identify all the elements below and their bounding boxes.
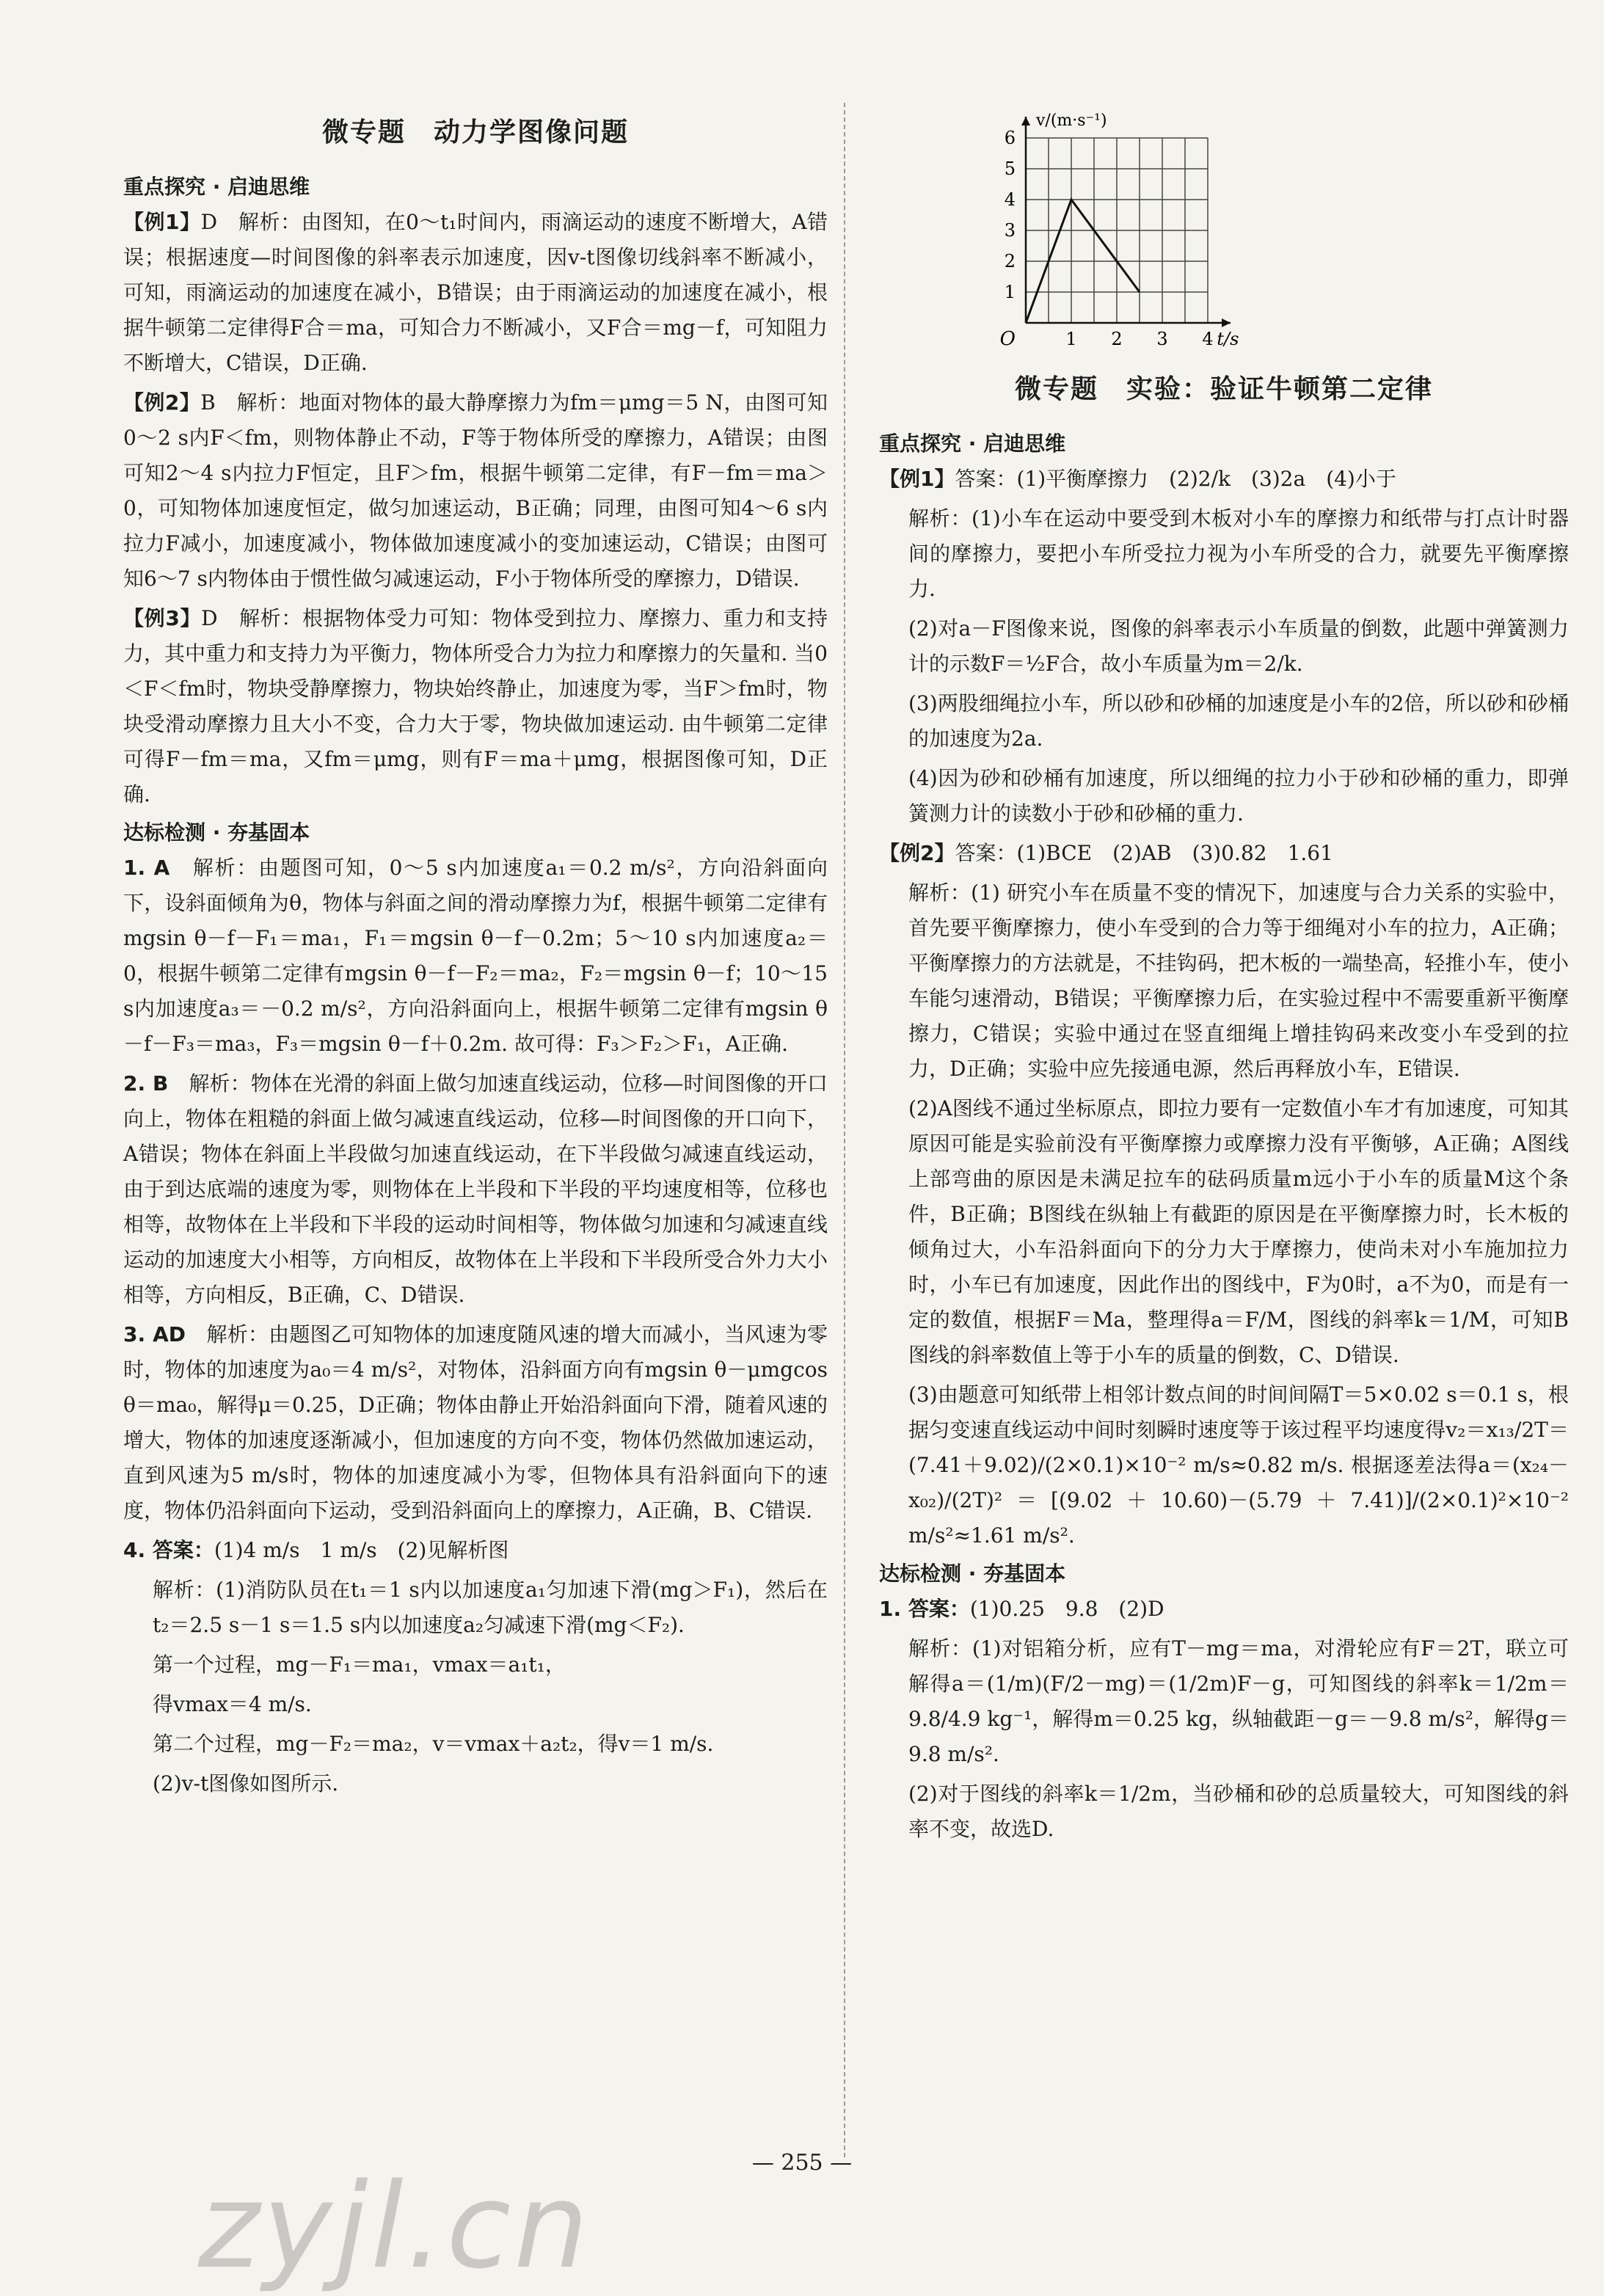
left-question-4-label: 4. 答案： [123, 1538, 214, 1562]
left-question-1-text: 解析：由题图可知，0～5 s内加速度a₁＝0.2 m/s²，方向沿斜面向下，设斜面倾角为θ，物体与斜面之间的滑动摩擦力为f，根据牛顿第二定律有mgsin θ－f－F₁＝ma₁，F₁＝mgsin θ－f－0.2m；5～10 s内加速度a₂＝0，根据牛顿第二定律有mgsin θ－f－F₂＝ma₂，F₂＝mgsin θ－f；10～15 s内加速度a₃＝－0.2 m/s²，方向沿斜面向上，根据牛顿第二定律有mgsin θ－f－F₃＝ma₃，F₃＝mgsin θ－f＋0.2m. 故可得：F₃＞F₂＞F₁，A正确. [123, 856, 828, 1056]
column-divider [844, 103, 845, 2157]
x-tick-label: 3 [1156, 329, 1168, 349]
y-tick-label: 4 [1004, 189, 1016, 210]
right-example-2-label: 【例2】 [879, 841, 955, 865]
right-question-1-line: (2)对于图线的斜率k＝1/2m，当砂桶和砂的总质量较大，可知图线的斜率不变，故选D. [908, 1782, 1569, 1841]
left-question-3-label: 3. AD [123, 1322, 186, 1346]
x-tick-label: 2 [1111, 329, 1123, 349]
left-question-4-line: 第二个过程，mg－F₂＝ma₂，v＝vmax＋a₂t₂，得v＝1 m/s. [153, 1732, 714, 1756]
right-example-1-label: 【例1】 [879, 467, 955, 491]
left-question-3 [123, 1317, 828, 1528]
left-question-3-text: 解析：由题图乙可知物体的加速度随风速的增大而减小，当风速为零时，物体的加速度为a₀＝4 m/s²，对物体，沿斜面方向有mgsin θ－μmgcos θ＝ma₀，解得μ＝0.25，D正确；物体由静止开始沿斜面向下滑，随着风速的增大，物体的加速度逐渐减小，但加速度的方向不变，物体仍然做加速运动，直到风速为5 m/s时，物体的加速度减小为零，但物体具有沿斜面向下的速度，物体仍沿斜面向下运动，受到沿斜面向上的摩擦力，A正确，B、C错误. [123, 1322, 828, 1523]
x-axis-label: t/s [1217, 329, 1239, 349]
left-example-1 [123, 205, 828, 381]
right-example-1 [879, 462, 1569, 497]
left-question-4-line: 解析：(1)消防队员在t₁＝1 s内以加速度a₁匀加速下滑(mg＞F₁)，然后在t₂＝2.5 s－1 s＝1.5 s内以加速度a₂匀减速下滑(mg＜F₂). [153, 1578, 828, 1637]
x-tick-label: 4 [1202, 329, 1214, 349]
right-example-1-line: (4)因为砂和砂桶有加速度，所以细绳的拉力小于砂和砂桶的重力，即弹簧测力计的读数小于砂和砂桶的重力. [908, 766, 1569, 826]
left-example-1-text: D 解析：由图知，在0～t₁时间内，雨滴运动的速度不断增大，A错误；根据速度—时间图像的斜率表示加速度，因v-t图像切线斜率不断减小，可知，雨滴运动的加速度在减小，B错误；由于雨滴运动的加速度在减小，根据牛顿第二定律得F合＝ma，可知合力不断减小，又F合＝mg－f，可知阻力不断增大，C错误，D正确. [123, 210, 828, 375]
left-example-1-label: 【例1】 [123, 210, 201, 234]
page-number: — 255 — [751, 2150, 853, 2176]
right-question-1-line: 解析：(1)对铝箱分析，应有T－mg＝ma，对滑轮应有F＝2T，联立可解得a＝(1/m)(F/2－mg)＝(1/2m)F－g，可知图线的斜率k＝1/2m＝9.8/4.9 kg⁻¹，解得m＝0.25 kg，纵轴截距－g＝－9.8 m/s²，解得g＝9.8 m/s². [908, 1636, 1569, 1766]
vt-chart [982, 103, 1363, 360]
left-question-2-text: 解析：物体在光滑的斜面上做匀加速直线运动，位移—时间图像的开口向上，物体在粗糙的斜面上做匀减速直线运动，位移—时间图像的开口向下，A错误；物体在斜面上半段做匀加速直线运动，在下半段做匀减速直线运动，由于到达底端的速度为零，则物体在上半段和下半段的平均速度相等，位移也相等，故物体在上半段和下半段的运动时间相等，物体做匀加速和匀减速直线运动的加速度大小相等，方向相反，故物体在上半段和下半段所受合外力大小相等，方向相反，B正确，C、D错误. [123, 1071, 828, 1307]
left-question-1-label: 1. A [123, 856, 170, 880]
right-example-1-answer: 答案：(1)平衡摩擦力 (2)2/k (3)2a (4)小于 [955, 467, 1396, 491]
right-example-1-line: 解析：(1)小车在运动中要受到木板对小车的摩擦力和纸带与打点计时器间的摩擦力，要把小车所受拉力视为小车所受的合力，就要先平衡摩擦力. [908, 506, 1569, 601]
y-tick-label: 1 [1004, 282, 1016, 302]
y-tick-label: 5 [1004, 158, 1016, 179]
right-example-2-line: 解析：(1) 研究小车在质量不变的情况下，加速度与合力关系的实验中，首先要平衡摩擦力，使小车受到的合力等于细绳对小车的拉力，A正确；平衡摩擦力的方法就是，不挂钩码，把木板的一端垫高，轻推小车，使小车能匀速滑动，B错误；平衡摩擦力后，在实验过程中不需要重新平衡摩擦力，C错误；实验中通过在竖直细绳上增挂钩码来改变小车受到的拉力，D正确；实验中应先接通电源，然后再释放小车，E错误. [908, 881, 1569, 1081]
right-example-1-line: (3)两股细绳拉小车，所以砂和砂桶的加速度是小车的2倍，所以砂和砂桶的加速度为2a. [908, 691, 1569, 751]
x-tick-label: 1 [1065, 329, 1077, 349]
right-question-1-answer: (1)0.25 9.8 (2)D [969, 1597, 1164, 1621]
left-example-2-text: B 解析：地面对物体的最大静摩擦力为fm＝μmg＝5 N，由图可知0～2 s内F＜fm，则物体静止不动，F等于物体所受的摩擦力，A错误；由图可知2～4 s内拉力F恒定，且F＞fm，根据牛顿第二定律，有F－fm＝ma＞0，可知物体加速度恒定，做匀加速运动，B正确；同理，由图可知4～6 s内拉力F减小，加速度减小，物体做加速度减小的变加速运动，C错误；由图可知6～7 s内物体由于惯性做匀减速运动，F小于物体所受的摩擦力，D错误. [123, 390, 828, 591]
left-section-heading-1: 重点探究 · 启迪思维 [123, 175, 310, 199]
right-example-1-line: (2)对a－F图像来说，图像的斜率表示小车质量的倒数，此题中弹簧测力计的示数F＝½F合，故小车质量为m＝2/k. [908, 616, 1569, 676]
y-axis-label: v/(m·s⁻¹) [1036, 112, 1107, 130]
right-example-2-answer: 答案：(1)BCE (2)AB (3)0.82 1.61 [955, 841, 1333, 865]
left-question-4-line: (2)v-t图像如图所示. [153, 1771, 339, 1796]
left-question-4-line: 第一个过程，mg－F₁＝ma₁，vmax＝a₁t₁， [153, 1652, 566, 1677]
left-example-3-text: D 解析：根据物体受力可知：物体受到拉力、摩擦力、重力和支持力，其中重力和支持力为平衡力，物体所受合力为拉力和摩擦力的矢量和. 当0＜F＜fm时，物块受静摩擦力，物块始终静止，加速度为零，当F＞fm时，物块受滑动摩擦力且大小不变，合力大于零，物块做加速运动. 由牛顿第二定律可得F－fm＝ma，又fm＝μmg，则有F＝ma＋μmg，根据图像可知，D正确. [123, 606, 828, 806]
left-question-4 [123, 1533, 828, 1568]
y-axis-arrow [1021, 117, 1030, 125]
left-example-2 [123, 385, 828, 597]
left-question-1 [123, 850, 828, 1062]
y-tick-label: 6 [1004, 128, 1016, 148]
watermark: zyjl.cn [198, 2157, 591, 2295]
vt-chart-svg [982, 103, 1363, 360]
y-tick-label: 2 [1004, 251, 1016, 271]
left-question-2-label: 2. B [123, 1071, 169, 1096]
left-question-4-line: 得vmax＝4 m/s. [153, 1692, 312, 1716]
right-section-heading-2: 达标检测 · 夯基固本 [879, 1561, 1066, 1586]
x-axis-arrow [1222, 318, 1231, 327]
origin-label: O [999, 328, 1016, 350]
left-example-3-label: 【例3】 [123, 606, 202, 630]
right-example-2-line: (2)A图线不通过坐标原点，即拉力要有一定数值小车才有加速度，可知其原因可能是实验前没有平衡摩擦力或摩擦力没有平衡够，A正确；A图线上部弯曲的原因是未满足拉车的砝码质量m远小于小车的质量M这个条件，B正确；B图线在纵轴上有截距的原因是在平衡摩擦力时，长木板的倾角过大，小车沿斜面向下的分力大于摩擦力，使尚未对小车施加拉力时，小车已有加速度，因此作出的图线中，F为0时，a不为0，而是有一定的数值，根据F＝Ma，整理得a＝F/M，图线的斜率k＝1/M，可知B图线的斜率数值上等于小车的质量的倒数，C、D错误. [908, 1096, 1569, 1367]
left-title: 微专题 动力学图像问题 [321, 117, 629, 147]
left-section-heading-2: 达标检测 · 夯基固本 [123, 820, 310, 845]
y-tick-label: 3 [1004, 220, 1016, 241]
left-column [123, 103, 828, 1806]
right-title: 微专题 实验：验证牛顿第二定律 [1014, 374, 1433, 404]
left-question-4-answer: (1)4 m/s 1 m/s (2)见解析图 [214, 1538, 509, 1562]
left-question-2 [123, 1066, 828, 1313]
right-question-1 [879, 1592, 1569, 1627]
left-example-3 [123, 601, 828, 812]
left-example-2-label: 【例2】 [123, 390, 201, 415]
right-section-heading-1: 重点探究 · 启迪思维 [879, 431, 1066, 456]
right-question-1-label: 1. 答案： [879, 1597, 970, 1621]
right-example-2 [879, 836, 1569, 871]
right-example-2-line: (3)由题意可知纸带上相邻计数点间的时间间隔T＝5×0.02 s＝0.1 s，根据匀变速直线运动中间时刻瞬时速度等于该过程平均速度得v₂＝x₁₃/2T＝(7.41＋9.02)/(2×0.1)×10⁻² m/s≈0.82 m/s. 根据逐差法得a＝(x₂₄－x₀₂)/(2T)²＝[(9.02＋10.60)－(5.79＋7.41)]/(2×0.1)²×10⁻² m/s²≈1.61 m/s². [908, 1382, 1569, 1548]
right-column [879, 103, 1569, 1851]
